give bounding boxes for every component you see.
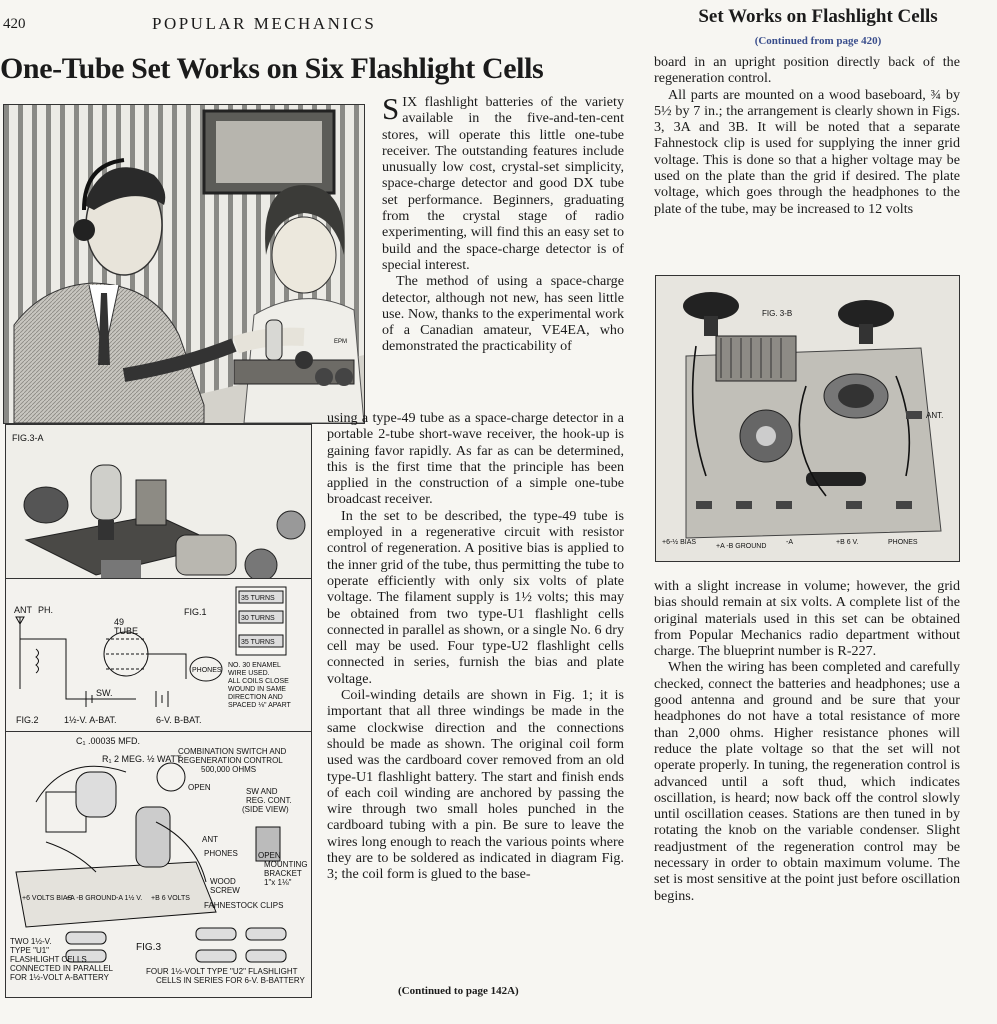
svg-text:TYPE "U1": TYPE "U1" <box>10 946 50 955</box>
article-title: One-Tube Set Works on Six Flashlight Cells <box>0 52 544 85</box>
svg-text:+B 6 V.: +B 6 V. <box>836 539 859 546</box>
photo-fig-3a-receiver <box>5 424 312 589</box>
svg-text:+A -B GROUND: +A -B GROUND <box>716 543 767 550</box>
svg-text:WIRE USED.: WIRE USED. <box>228 670 270 677</box>
photo-man-and-girl-radio <box>3 104 365 424</box>
photo-signature: EPM <box>334 339 348 345</box>
fig-1-label: FIG.1 <box>184 607 207 617</box>
svg-text:PHONES: PHONES <box>204 849 238 858</box>
fig-3-label: FIG.3 <box>136 942 162 953</box>
svg-text:OPEN: OPEN <box>258 851 281 860</box>
svg-text:FLASHLIGHT CELLS: FLASHLIGHT CELLS <box>10 955 87 964</box>
sidebar-paragraph-1: board in an upright position directly back of the regeneration control. <box>654 54 960 87</box>
svg-text:ANT: ANT <box>202 835 218 844</box>
photo-fig-3b-receiver <box>655 275 960 562</box>
svg-text:35 TURNS: 35 TURNS <box>241 595 275 602</box>
svg-text:COMBINATION SWITCH AND: COMBINATION SWITCH AND <box>178 747 287 756</box>
svg-text:WOUND IN SAME: WOUND IN SAME <box>228 686 286 693</box>
svg-text:+B 6 VOLTS: +B 6 VOLTS <box>151 895 190 902</box>
sidebar-title: Set Works on Flashlight Cells <box>698 6 938 27</box>
svg-text:SW AND: SW AND <box>246 787 278 796</box>
svg-text:NO. 30 ENAMEL: NO. 30 ENAMEL <box>228 662 281 669</box>
svg-text:1"x 1⅛": 1"x 1⅛" <box>264 878 292 887</box>
svg-text:FAHNESTOCK CLIPS: FAHNESTOCK CLIPS <box>204 901 284 910</box>
article-paragraph-2: The method of using a space-charge detector, although not new, has seen little use. Now, thanks to the experimental work of a Canadian amateur, VE4EA, who demonstrated the practicability of <box>382 273 624 355</box>
svg-text:1½-V. A-BAT.: 1½-V. A-BAT. <box>64 715 117 725</box>
svg-text:35 TURNS: 35 TURNS <box>241 639 275 646</box>
diagram-fig-1-2 <box>5 578 312 732</box>
svg-text:-A: -A <box>786 539 793 546</box>
svg-text:REG. CONT.: REG. CONT. <box>246 796 292 805</box>
sidebar-paragraph-4: When the wiring has been completed and carefully checked, connect the batteries and headphones; use a good antenna and ground and be sure that your headphones do not have a total resistance of more than 2,000 ohms. Higher resistance phones will reduce the plate voltage so that the set will not operate properly. In tuning, the regeneration control is advanced until a soft thud, which indicates oscillation, is heard; now back off the control slowly until oscillation ceases. Stations are then tuned in by rotating the knob on the variable condenser. Slight readjustment of the regeneration control may be necessary in order to obtain maximum volume. The set is most sensitive at the point just before oscillation begins. <box>654 659 960 904</box>
svg-text:FOUR 1½-VOLT TYPE "U2" FLASHLI: FOUR 1½-VOLT TYPE "U2" FLASHLIGHT <box>146 967 298 976</box>
svg-text:PHONES: PHONES <box>888 539 918 546</box>
svg-text:49: 49 <box>114 617 125 627</box>
svg-text:CELLS IN SERIES FOR 6-V. B-BAT: CELLS IN SERIES FOR 6-V. B-BATTERY <box>156 976 305 985</box>
svg-text:C₁ .00035 MFD.: C₁ .00035 MFD. <box>76 736 141 746</box>
svg-text:SCREW: SCREW <box>210 886 240 895</box>
svg-text:+A -B GROUND: +A -B GROUND <box>66 895 117 902</box>
drop-cap: S <box>382 91 400 126</box>
svg-text:30 TURNS: 30 TURNS <box>241 615 275 622</box>
svg-text:OPEN: OPEN <box>188 783 211 792</box>
continued-to-note: (Continued to page 142A) <box>398 985 519 997</box>
running-head: POPULAR MECHANICS <box>152 14 377 33</box>
svg-text:6-V. B-BAT.: 6-V. B-BAT. <box>156 715 202 725</box>
page-number: 420 <box>3 16 26 32</box>
svg-text:-A 1½ V.: -A 1½ V. <box>116 895 143 902</box>
fig-2-label: FIG.2 <box>16 715 39 725</box>
svg-text:500,000 OHMS: 500,000 OHMS <box>201 765 257 774</box>
svg-text:+6 VOLTS BIAS: +6 VOLTS BIAS <box>22 895 73 902</box>
svg-text:ANT: ANT <box>14 605 32 615</box>
diagram-fig-3-wiring <box>5 731 312 998</box>
svg-text:MOUNTING: MOUNTING <box>264 860 308 869</box>
svg-text:+6-½ BIAS: +6-½ BIAS <box>662 539 697 546</box>
article-column-top <box>382 91 624 355</box>
svg-text:PHONES: PHONES <box>192 667 222 674</box>
article-paragraph-3: In the set to be described, the type-49 tube is employed in a regenerative circuit with resistor control of regeneration. A positive bias is applied to the inner grid of the tube, thus permitting the tube to operate efficiently with only six volts of plate voltage. The filament supply is 1½ volts; this may be obtained from two type-U1 flashlight cells connected in parallel as shown, or a single No. 6 dry cell may be used. Four type-U2 flashlight cells connected in series, furnish the bias and plate voltage. <box>327 507 624 687</box>
svg-text:DIRECTION AND: DIRECTION AND <box>228 694 283 701</box>
svg-text:CONNECTED IN PARALLEL: CONNECTED IN PARALLEL <box>10 964 113 973</box>
article-column-bottom <box>327 410 624 883</box>
fig-3b-label: FIG. 3-B <box>762 309 793 318</box>
svg-text:TWO 1½-V.: TWO 1½-V. <box>10 937 52 946</box>
svg-text:SPACED ⅛" APART: SPACED ⅛" APART <box>228 702 291 709</box>
article-paragraph-1: SIX flashlight batteries of the variety available in the five-and-ten-cent stores, will operate this little one-tube receiver. The outstanding features include unusually low cost, crystal-set simplicity, space-charge detector and good DX tube set performance. Beginners, graduating from the crystal stage of radio experimenting, will find this an easy set to build and the space-charge detector is of special interest. <box>382 91 624 273</box>
svg-text:WOOD: WOOD <box>210 877 236 886</box>
continued-from-note: (Continued from page 420) <box>754 35 882 47</box>
svg-text:PH.: PH. <box>38 605 54 615</box>
sidebar-paragraph-3: with a slight increase in volume; however, the grid bias should remain at six volts. A complete list of the original materials used in this set can be obtained from Popular Mechanics radio department without charge. The blueprint number is R-227. <box>654 578 960 660</box>
article-paragraph-4: Coil-winding details are shown in Fig. 1; it is important that all three windings be made in the same clockwise direction and the connections should be made as shown. The original coil form used was the cardboard cover removed from an old type-U1 flashlight battery. The start and finish ends of each coil winding are anchored by passing the wire through two small holes punched in the cardboard tubing with a pin. Be sure to leave the wires long enough to reach the various points where they are to be soldered as indicated in diagram Fig. 3; the coil form is glued to the base- <box>327 687 624 883</box>
svg-text:R₁ 2 MEG. ½ WATT: R₁ 2 MEG. ½ WATT <box>102 754 182 764</box>
sidebar-column-top <box>654 54 960 217</box>
sidebar-paragraph-2: All parts are mounted on a wood baseboard, ¾ by 5½ by 7 in.; the arrangement is clearly shown in Figs. 3, 3A and 3B. It will be noted that a separate Fahnestock clip is used for supplying the inner grid voltage. This is done so that a higher voltage may be used on the plate than the grid if desired. The plate voltage, which goes through the headphones to the plate of the tube, may be increased to 12 volts <box>654 86 960 217</box>
svg-text:BRACKET: BRACKET <box>264 869 302 878</box>
svg-text:ALL COILS CLOSE: ALL COILS CLOSE <box>228 678 289 685</box>
svg-text:TUBE: TUBE <box>114 626 139 636</box>
svg-text:(SIDE VIEW): (SIDE VIEW) <box>242 805 289 814</box>
svg-text:FOR 1½-VOLT A-BATTERY: FOR 1½-VOLT A-BATTERY <box>10 973 109 982</box>
fig-3a-label: FIG.3-A <box>12 433 44 443</box>
svg-text:REGENERATION CONTROL: REGENERATION CONTROL <box>178 756 283 765</box>
svg-text:SW.: SW. <box>96 688 113 698</box>
article-paragraph-2-cont: using a type-49 tube as a space-charge detector in a portable 2-tube short-wave receiver, the hook-up is gaining favor rapidly. As far as can be determined, this is the first time that the principle has been applied in the construction of a simple one-tube broadcast receiver. <box>327 410 624 508</box>
svg-text:ANT.: ANT. <box>926 411 944 420</box>
sidebar-column-bottom <box>654 578 960 904</box>
